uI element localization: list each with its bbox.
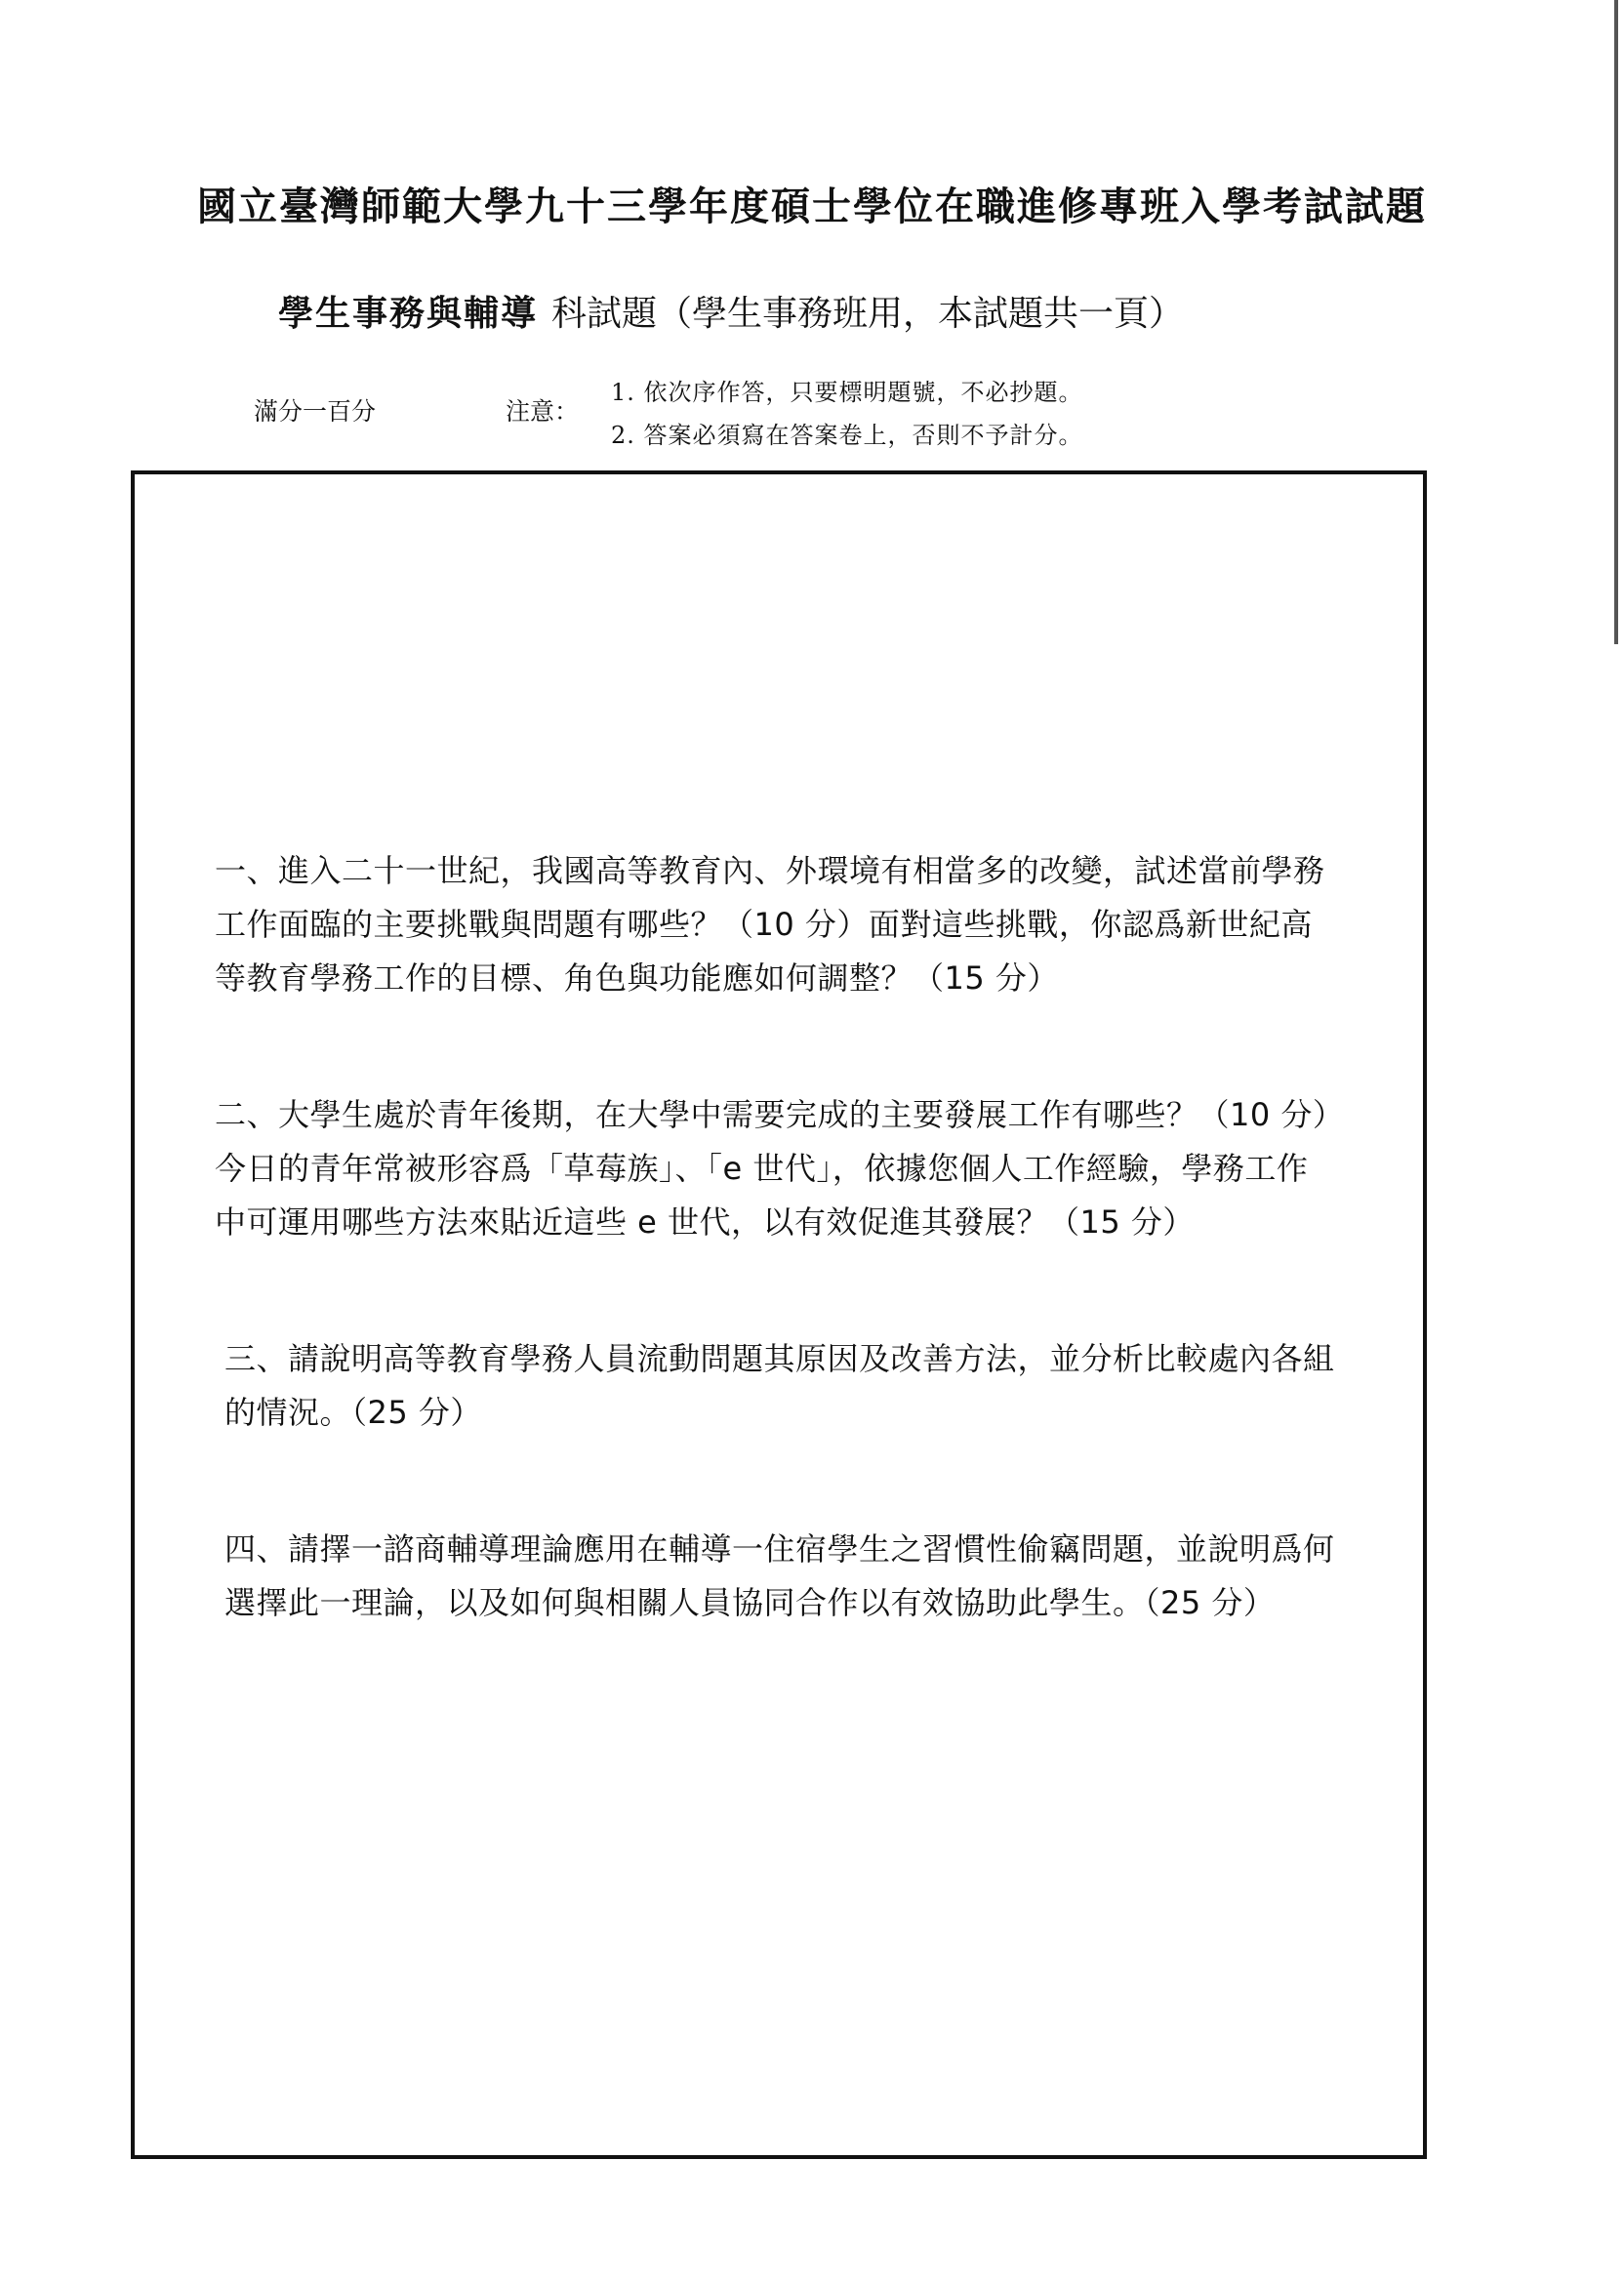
scan-edge-line (1614, 0, 1618, 644)
question-line: 等教育學務工作的目標、角色與功能應如何調整？（15 分） (215, 959, 1059, 997)
subject-name: 學生事務與輔導 (278, 293, 539, 334)
notice-item: 2. 答案必須寫在答案卷上，否則不予計分。 (611, 422, 1083, 449)
question-line: 中可運用哪些方法來貼近這些 e 世代，以有效促進其發展？（15 分） (215, 1203, 1195, 1241)
question-line: 今日的青年常被形容爲「草莓族」、「e 世代」，依據您個人工作經驗，學務工作 (215, 1150, 1309, 1187)
full-score: 滿分一百分 (254, 397, 377, 426)
exam-subtitle (278, 286, 1184, 336)
notice-list (611, 371, 1083, 457)
question-line: 二、大學生處於青年後期，在大學中需要完成的主要發展工作有哪些？（10 分） (215, 1096, 1345, 1133)
notice-item: 1. 依次序作答，只要標明題號，不必抄題。 (611, 379, 1083, 406)
question-4 (224, 1523, 1396, 1630)
question-1 (215, 844, 1386, 1005)
question-line: 的情況。（25 分） (224, 1394, 482, 1431)
question-line: 工作面臨的主要挑戰與問題有哪些？（10 分）面對這些挑戰，你認爲新世紀高 (215, 906, 1313, 943)
question-line: 選擇此一理論，以及如何與相關人員協同合作以有效協助此學生。（25 分） (224, 1584, 1276, 1621)
subject-suffix: 科試題（學生事務班用，本試題共一頁） (551, 294, 1185, 334)
exam-title: 國立臺灣師範大學九十三學年度碩士學位在職進修專班入學考試試題 (197, 183, 1427, 229)
question-frame (131, 470, 1427, 2159)
question-line: 三、請說明高等教育學務人員流動問題其原因及改善方法，並分析比較處內各組 (224, 1340, 1335, 1377)
question-line: 四、請擇一諮商輔導理論應用在輔導一住宿學生之習慣性偷竊問題，並說明爲何 (224, 1530, 1335, 1568)
question-3 (224, 1332, 1396, 1440)
question-2 (215, 1088, 1386, 1249)
question-line: 一、進入二十一世紀，我國高等教育內、外環境有相當多的改變，試述當前學務 (215, 852, 1325, 889)
notice-label: 注意： (506, 397, 580, 426)
